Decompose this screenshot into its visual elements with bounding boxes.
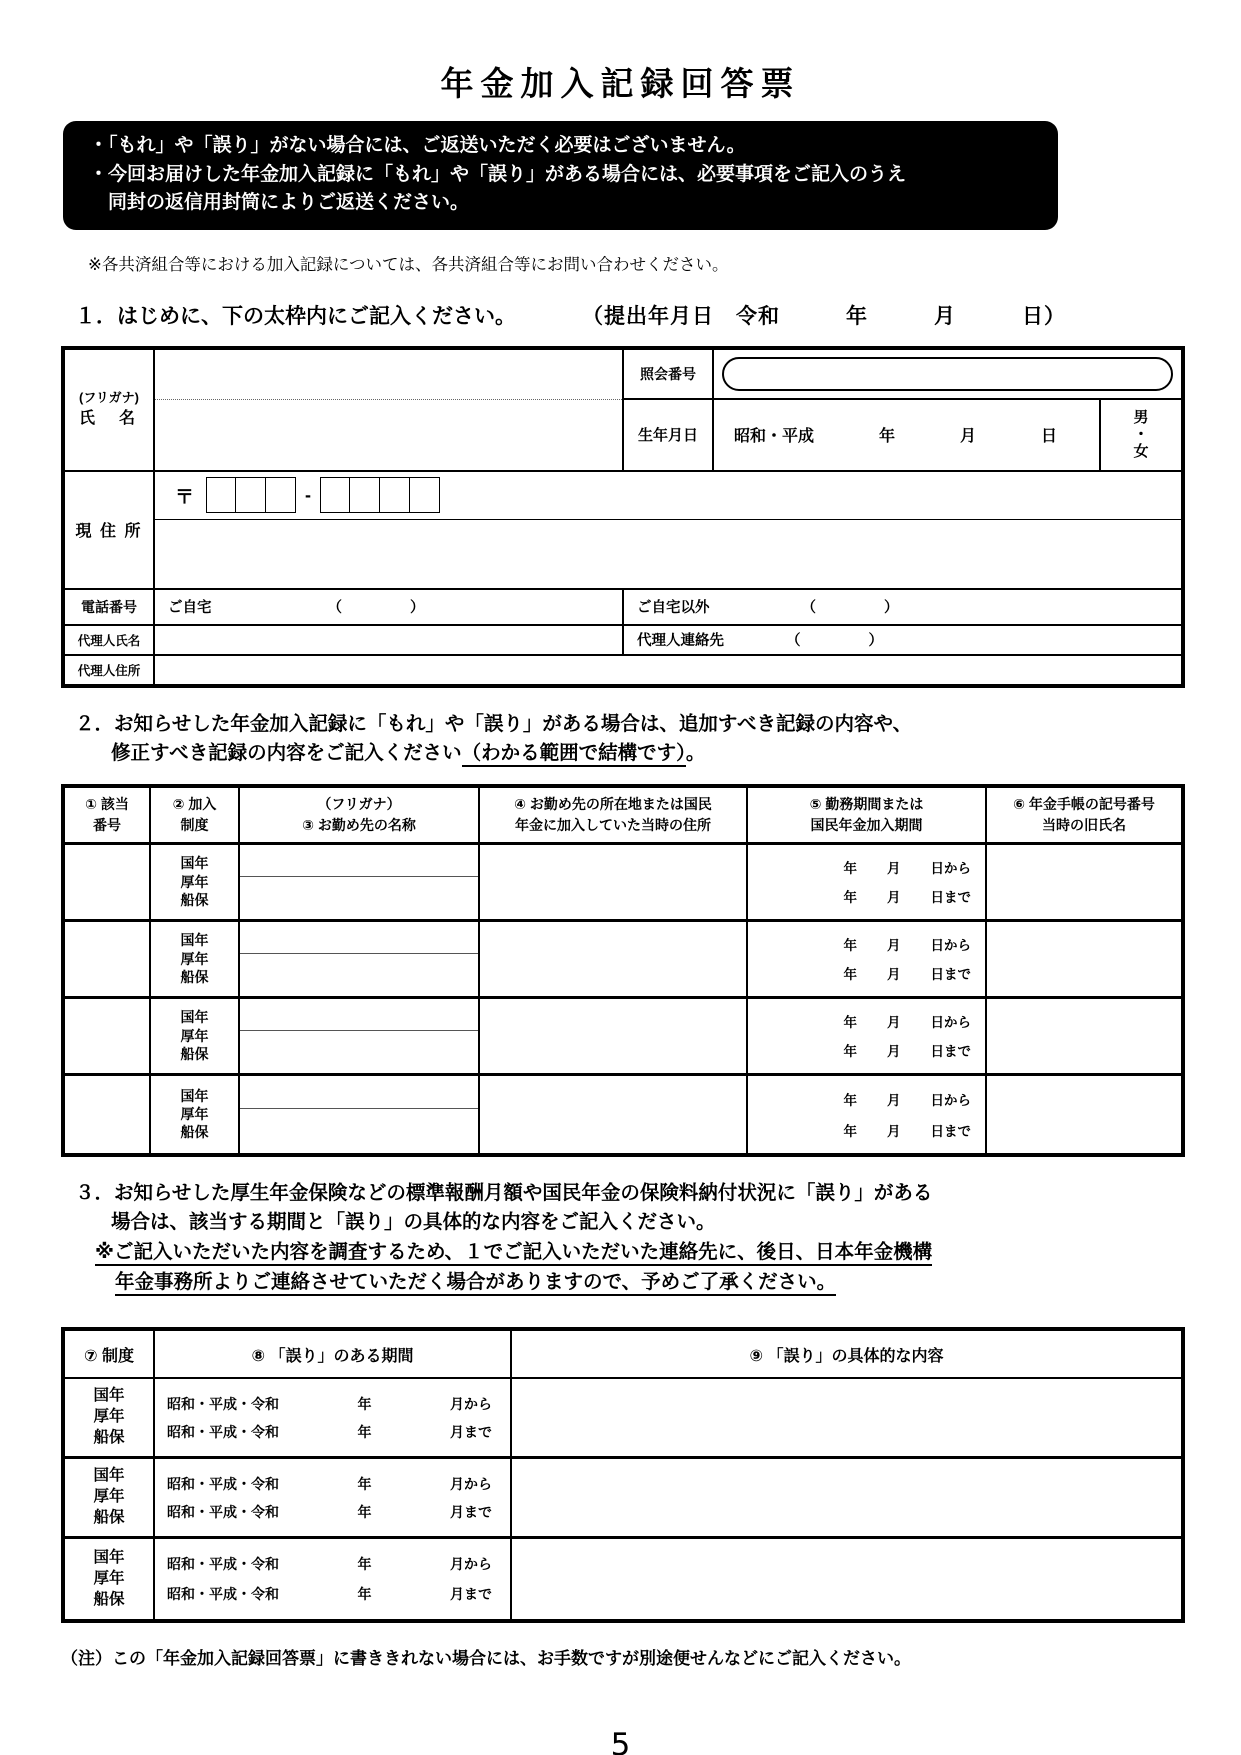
col-header-error-detail: ⑨ 「誤り」の具体的な内容 [749,1347,944,1365]
location-input[interactable] [480,845,748,919]
notice-line: ・「もれ」や「誤り」がない場合には、ご返送いただく必要はございません。 [89,135,746,156]
error-table-header [65,1331,1181,1379]
error-row [65,1539,1181,1619]
footer-note: （注）この「年金加入記録回答票」に書ききれない場合には、お手数ですが別途便せんなどにご記入ください。 [61,1649,911,1669]
agent-name-input[interactable] [155,626,624,654]
col-header-number: ① 該当 番号 [65,788,151,842]
phone-home-field[interactable] [155,590,624,624]
section3-note-line1: ※ご記入いただいた内容を調査するため、１でご記入いただいた連絡先に、後日、日本年金機構 [95,1238,1241,1268]
name-input-area [155,350,624,470]
phone-other-paren: （ ） [801,600,901,616]
agent-address-label: 代理人住所 [65,656,155,684]
underlined-note: （わかる範囲で結構です） [462,742,686,767]
record-row [65,999,1181,1076]
system-selector[interactable]: 国年 厚年 船保 [151,845,240,919]
section2-heading-line1: ２．お知らせした年金加入記録に「もれ」や「誤り」がある場合は、追加すべき記録の内容や、 [75,712,913,735]
birth-year-label: 年 [878,428,895,445]
postal-digit-box[interactable] [410,477,440,513]
kyosai-note: ※各共済組合等における加入記録については、各共済組合等にお問い合わせください。 [88,255,729,274]
postal-mark: 〒 [175,486,195,508]
number-input[interactable] [65,922,151,996]
col-header-notebook: ⑥ 年金手帳の記号番号 当時の旧氏名 [1013,796,1155,833]
agent-contact-label: 代理人連絡先 [637,633,724,649]
error-detail-input[interactable] [512,1459,1181,1536]
furigana-divider [240,1108,478,1109]
birth-day-label: 日 [1040,428,1057,445]
furigana-divider [240,876,478,877]
col-header-location: ④ お勤め先の所在地または国民 年金に加入していた当時の住所 [480,788,748,842]
sex-separator: ・ [1133,425,1149,443]
submission-date-label: （提出年月日 令和 年 月 日） [582,304,1066,328]
agent-address-input[interactable] [155,656,1181,684]
error-period-input[interactable]: 昭和・平成・令和 年 月から 昭和・平成・令和 年 月まで [155,1459,512,1536]
system-selector[interactable]: 国年 厚年 船保 [151,1076,240,1153]
employer-input[interactable] [240,999,480,1073]
postal-digit-box[interactable] [266,477,296,513]
address-input[interactable] [155,520,1181,588]
number-input[interactable] [65,1076,151,1153]
postal-code-first-group [206,477,296,513]
employer-input[interactable] [240,922,480,996]
system-selector[interactable]: 国年 厚年 船保 [151,922,240,996]
error-table [61,1327,1185,1623]
birth-date-field[interactable] [714,400,1101,470]
postal-digit-box[interactable] [320,477,350,513]
col-header-system: ② 加入 制度 [151,788,240,842]
col-header-employer: （フリガナ） ③ お勤め先の名称 [240,788,480,842]
furigana-input[interactable] [155,350,622,400]
furigana-label: (フリガナ) [78,389,139,405]
agent-contact-paren: （ ） [786,633,885,649]
postal-digit-box[interactable] [350,477,380,513]
agent-name-label: 代理人氏名 [65,626,155,654]
birth-month-label: 月 [959,428,976,445]
section2-heading [75,710,1241,769]
period-input[interactable]: 年 月 日から 年 月 日まで [748,845,987,919]
postal-code-second-group [320,477,440,513]
record-row [65,922,1181,999]
number-input[interactable] [65,845,151,919]
notice-line: 同封の返信用封筒によりご返送ください。 [108,192,470,213]
record-table-header [65,788,1181,845]
location-input[interactable] [480,922,748,996]
furigana-divider [240,953,478,954]
section3-heading [75,1179,1241,1298]
system-selector[interactable]: 国年 厚年 船保 [65,1539,155,1619]
phone-home-paren: （ ） [327,600,427,616]
sex-option-male[interactable]: 男 [1133,408,1149,426]
page-title: 年金加入記録回答票 [440,65,801,102]
postal-dash: - [305,484,312,505]
phone-label: 電話番号 [65,590,155,624]
section1-heading: １．はじめに、下の太枠内にご記入ください。 [75,304,516,328]
notebook-input[interactable] [987,999,1181,1073]
system-selector[interactable]: 国年 厚年 船保 [65,1459,155,1536]
notice-box [63,121,1058,230]
agent-contact-field[interactable] [624,626,1181,654]
personal-info-table [61,346,1185,688]
number-input[interactable] [65,999,151,1073]
notice-line: ・今回お届けした年金加入記録に「もれ」や「誤り」がある場合には、必要事項をご記入のうえ [89,163,907,185]
location-input[interactable] [480,1076,748,1153]
birth-date-label: 生年月日 [624,400,714,470]
postal-digit-box[interactable] [236,477,266,513]
error-period-input[interactable]: 昭和・平成・令和 年 月から 昭和・平成・令和 年 月まで [155,1379,512,1456]
record-row [65,845,1181,922]
phone-other-field[interactable] [624,590,1181,624]
system-selector[interactable]: 国年 厚年 船保 [65,1379,155,1456]
name-label: 氏 名 [78,410,139,428]
error-period-input[interactable]: 昭和・平成・令和 年 月から 昭和・平成・令和 年 月まで [155,1539,512,1619]
error-detail-input[interactable] [512,1379,1181,1456]
name-label-cell [65,350,155,470]
postal-digit-box[interactable] [380,477,410,513]
inquiry-number-field[interactable] [722,357,1173,391]
system-selector[interactable]: 国年 厚年 船保 [151,999,240,1073]
notebook-input[interactable] [987,1076,1181,1153]
postal-digit-box[interactable] [206,477,236,513]
postal-code-row [155,472,1181,520]
section3-heading-line1: ３．お知らせした厚生年金保険などの標準報酬月額や国民年金の保険料納付状況に「誤り」がある [75,1181,933,1204]
location-input[interactable] [480,999,748,1073]
col-header-error-period: ⑧ 「誤り」のある期間 [155,1331,512,1377]
col-header-period: ⑤ 勤務期間または 国民年金加入期間 [748,788,987,842]
error-row [65,1379,1181,1459]
notebook-input[interactable] [987,922,1181,996]
employer-input[interactable] [240,1076,480,1153]
employer-input[interactable] [240,845,480,919]
name-input[interactable] [155,400,622,470]
section2-heading-line2: 修正すべき記録の内容をご記入ください（わかる範囲で結構です）。 [75,739,1241,769]
inquiry-number-field-wrap [714,350,1181,398]
record-table [61,784,1185,1157]
period-input[interactable]: 年 月 日から 年 月 日まで [748,999,987,1073]
sex-option-female[interactable]: 女 [1133,443,1149,461]
address-label: 現 住 所 [65,472,155,588]
period-input[interactable]: 年 月 日から 年 月 日まで [748,922,987,996]
phone-home-label: ご自宅 [168,600,212,616]
record-row [65,1076,1181,1153]
error-detail-input[interactable] [512,1539,1181,1619]
birth-era-option[interactable]: 昭和・平成 [734,428,815,445]
notebook-input[interactable] [987,845,1181,919]
inquiry-number-label: 照会番号 [624,350,714,398]
period-input[interactable]: 年 月 日から 年 月 日まで [748,1076,987,1153]
section3-heading-line2: 場合は、該当する期間と「誤り」の具体的な内容をご記入ください。 [111,1211,716,1234]
furigana-divider [240,1030,478,1031]
page-number: 5 [610,1727,631,1755]
section3-note-line2: 年金事務所よりご連絡させていただく場合がありますので、予めご了承ください。 [115,1268,1241,1298]
phone-other-label: ご自宅以外 [637,600,710,616]
error-row [65,1459,1181,1539]
section1-heading-row [75,300,1241,330]
col-header-system7: ⑦ 制度 [65,1331,155,1377]
sex-selector[interactable] [1101,400,1181,470]
